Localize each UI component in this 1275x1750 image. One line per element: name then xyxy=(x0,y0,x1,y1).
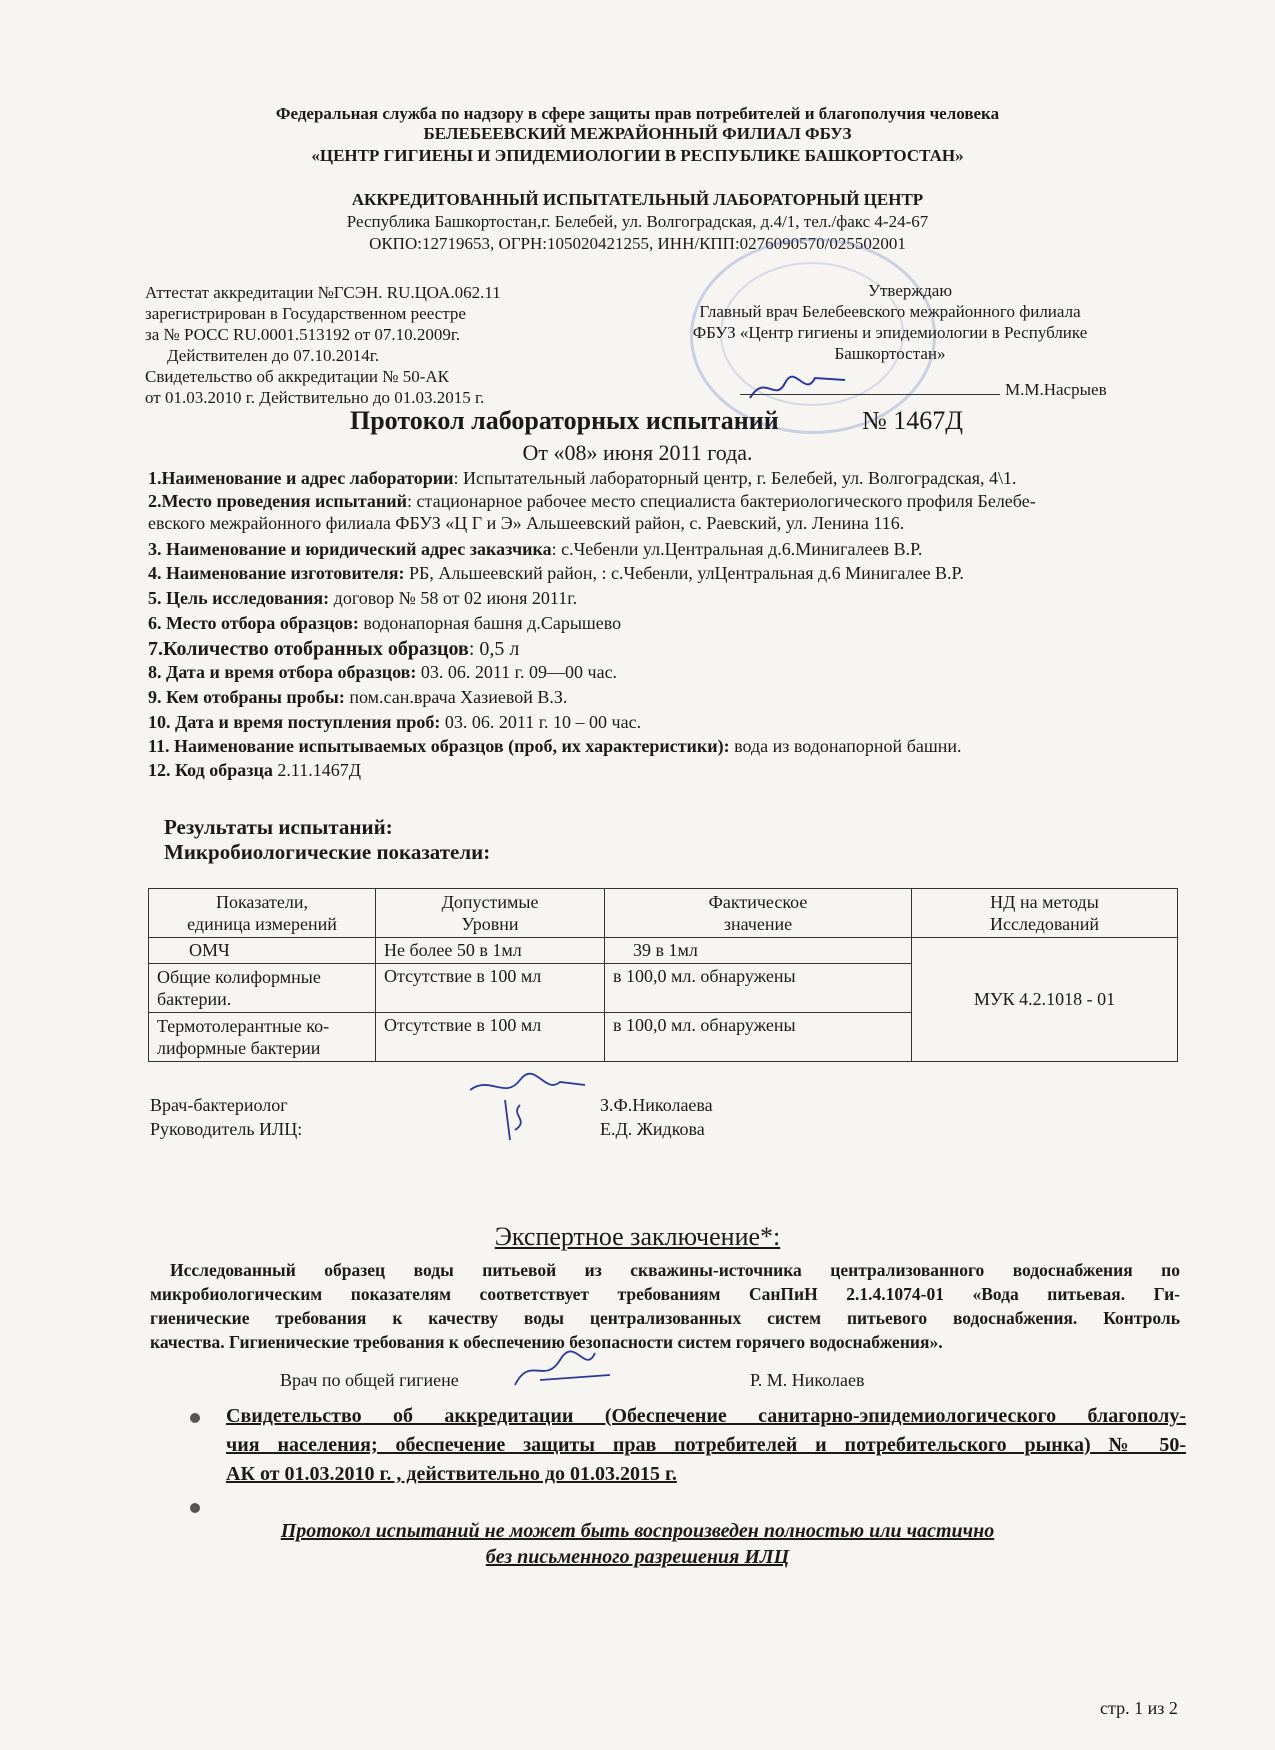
certificate-text xyxy=(226,1402,1186,1489)
conclusion-line: гиенические требования к качеству воды централизованных систем питьевого водоснабжения. Контроль xyxy=(150,1308,1180,1328)
field-row xyxy=(148,588,577,609)
bullet-icon xyxy=(190,1503,200,1513)
header-line: значение xyxy=(723,914,793,934)
field-value: договор № 58 от 02 июня 2011г. xyxy=(329,588,578,608)
approval-line: Главный врач Белебеевского межрайонного филиала xyxy=(699,302,1081,321)
field-row xyxy=(148,539,922,560)
lab-address: Республика Башкортостан,г. Белебей, ул. Волгоградская, д.4/1, тел./факс 4-24-67 xyxy=(346,212,929,231)
column-header xyxy=(605,889,912,938)
header-line: Допустимые xyxy=(441,892,539,912)
role-head: Руководитель ИЛЦ: xyxy=(150,1119,303,1139)
agency-name: Федеральная служба по надзору в сфере защиты прав потребителей и благополучия человека xyxy=(275,104,1000,123)
microbiology-heading: Микробиологические показатели: xyxy=(164,840,491,864)
header-line: Уровни xyxy=(461,914,519,934)
header-line: единица измерений xyxy=(187,914,337,934)
field-value: вода из водонапорной башни. xyxy=(729,736,962,756)
name-head: Е.Д. Жидкова xyxy=(600,1119,705,1139)
certificate-line: АК от 01.03.2010 г. , действительно до 01.03.2015 г. xyxy=(226,1463,677,1485)
accreditation-line: Аттестат аккредитации №ГСЭН. RU.ЦОА.062.11 xyxy=(145,283,501,302)
field-label: 3. Наименование и юридический адрес заказчика xyxy=(148,539,552,559)
protocol-title-text: Протокол лабораторных испытаний xyxy=(350,406,779,435)
field-row xyxy=(148,687,567,708)
protocol-date: От «08» июня 2011 года. xyxy=(522,440,753,465)
header-line: Исследований xyxy=(989,914,1100,934)
row-allowed: Отсутствие в 100 мл xyxy=(376,1013,605,1062)
lab-names xyxy=(600,1093,713,1141)
header-line: НД на методы xyxy=(990,892,1099,912)
approval-block xyxy=(660,280,1120,364)
accreditation-line: от 01.03.2010 г. Действительно до 01.03.2015 г. xyxy=(145,388,485,407)
row-indicator: Общие колиформные бактерии. xyxy=(149,964,376,1013)
row-allowed: Отсутствие в 100 мл xyxy=(376,964,605,1013)
director-signature xyxy=(745,368,855,408)
row-actual: 39 в 1мл xyxy=(605,938,912,964)
header-line: Фактическое xyxy=(708,892,808,912)
page-number: стр. 1 из 2 xyxy=(1100,1698,1178,1718)
field-value: 03. 06. 2011 г. 10 – 00 час. xyxy=(440,712,642,732)
field-value: евского межрайонного филиала ФБУЗ «Ц Г и Э» Альшеевский район, с. Раевский, ул. Ленина 116. xyxy=(148,513,905,533)
table-header-row xyxy=(149,889,1178,938)
approval-line: ФБУЗ «Центр гигиены и эпидемиологии в Республике xyxy=(692,323,1088,342)
lab-roles xyxy=(150,1093,302,1141)
field-label: 1.Наименование и адрес лаборатории xyxy=(148,468,454,488)
lab-codes: ОКПО:12719653, ОГРН:105020421255, ИНН/КПП:0276090570/025502001 xyxy=(369,234,906,253)
field-label: 4. Наименование изготовителя: xyxy=(148,563,405,583)
field-value: водонапорная башня д.Сарышево xyxy=(358,613,622,633)
notice-line: Протокол испытаний не может быть воспроизведен полностью или частично xyxy=(280,1520,995,1542)
accreditation-block xyxy=(145,282,501,408)
table-row xyxy=(149,938,1178,964)
role-bacteriologist: Врач-бактериолог xyxy=(150,1095,288,1115)
hygiene-doctor-signature xyxy=(510,1345,620,1395)
results-heading: Результаты испытаний: xyxy=(164,815,393,839)
row-indicator: ОМЧ xyxy=(149,938,376,964)
column-header xyxy=(376,889,605,938)
column-header xyxy=(912,889,1178,938)
field-row xyxy=(148,736,961,757)
column-header xyxy=(149,889,376,938)
approval-line: Башкортостан» xyxy=(834,344,946,363)
field-label: 6. Место отбора образцов: xyxy=(148,613,359,633)
conclusion-line: Исследованный образец воды питьевой из скважины-источника централизованного водоснабжения по xyxy=(170,1260,1180,1280)
field-label: 7.Количество отобранных образцов xyxy=(148,638,469,660)
protocol-title xyxy=(350,406,779,436)
certificate-line: Свидетельство об аккредитации (Обеспечение санитарно-эпидемиологического благополу- xyxy=(226,1405,1186,1427)
accreditation-line: зарегистрирован в Государственном реестре xyxy=(145,304,466,323)
conclusion-text xyxy=(150,1258,1180,1354)
conclusion-title-text: Экспертное заключение*: xyxy=(494,1222,781,1251)
name-bacteriologist: З.Ф.Николаева xyxy=(600,1095,713,1115)
method-cell: МУК 4.2.1018 - 01 xyxy=(912,938,1178,1062)
field-label: 5. Цель исследования: xyxy=(148,588,330,608)
branch-name: БЕЛЕБЕЕВСКИЙ МЕЖРАЙОННЫЙ ФИЛИАЛ ФБУЗ xyxy=(423,124,852,143)
row-allowed: Не более 50 в 1мл xyxy=(376,938,605,964)
row-indicator: Термотолерантные ко-лиформные бактерии xyxy=(149,1013,376,1062)
field-label: 10. Дата и время поступления проб: xyxy=(148,712,441,732)
field-row xyxy=(148,491,1036,512)
field-value: : с.Чебенли ул.Центральная д.6.Минигалеев В.Р. xyxy=(551,539,923,559)
field-value: : 0,5 л xyxy=(468,638,520,660)
row-actual: в 100,0 мл. обнаружены xyxy=(605,1013,912,1062)
center-name: «ЦЕНТР ГИГИЕНЫ И ЭПИДЕМИОЛОГИИ В РЕСПУБЛИКЕ БАШКОРТОСТАН» xyxy=(311,146,964,165)
field-label: 8. Дата и время отбора образцов: xyxy=(148,662,417,682)
accreditation-line: за № РОСС RU.0001.513192 от 07.10.2009г. xyxy=(145,325,461,344)
field-row xyxy=(148,513,904,534)
approval-line: Утверждаю xyxy=(867,281,953,300)
bullet-icon xyxy=(190,1413,200,1423)
director-name: М.М.Насрыев xyxy=(1005,380,1107,399)
field-value: 03. 06. 2011 г. 09—00 час. xyxy=(416,662,618,682)
hygiene-doctor-name: Р. М. Николаев xyxy=(750,1370,865,1390)
results-table xyxy=(148,888,1178,1062)
header-line: Показатели, xyxy=(215,892,309,912)
field-row xyxy=(148,613,621,634)
field-label: 12. Код образца xyxy=(148,760,273,780)
accreditation-line: Действителен до 07.10.2014г. xyxy=(167,346,380,365)
conclusion-title xyxy=(0,1222,1275,1252)
notice-line: без письменного разрешения ИЛЦ xyxy=(485,1546,790,1568)
accreditation-line: Свидетельство об аккредитации № 50-АК xyxy=(145,367,450,386)
field-value: : Испытательный лабораторный центр, г. Белебей, ул. Волгоградская, 4\1. xyxy=(453,468,1017,488)
conclusion-line: микробиологическим показателям соответствует требованиям СанПиН 2.1.4.1074-01 «Вода питьевая. Ги- xyxy=(150,1284,1180,1304)
field-row xyxy=(148,712,641,733)
certificate-line: чия населения; обеспечение защиты прав потребителей и потребительского рынка) № 50- xyxy=(226,1434,1186,1456)
field-row xyxy=(148,662,617,683)
row-actual: в 100,0 мл. обнаружены xyxy=(605,964,912,1013)
field-value: пом.сан.врача Хазиевой В.З. xyxy=(344,687,568,707)
conclusion-line: качества. Гигиенические требования к обеспечению безопасности систем горячего водоснабжения». xyxy=(150,1332,943,1352)
lab-name: АККРЕДИТОВАННЫЙ ИСПЫТАТЕЛЬНЫЙ ЛАБОРАТОРНЫЙ ЦЕНТР xyxy=(351,190,924,209)
field-value: РБ, Альшеевский район, : с.Чебенли, улЦентральная д.6 Минигалее В.Р. xyxy=(404,563,964,583)
field-value: 2.11.1467Д xyxy=(272,760,361,780)
field-label: 2.Место проведения испытаний xyxy=(148,491,407,511)
reproduction-notice xyxy=(0,1518,1275,1570)
bacteriologist-signature xyxy=(465,1070,595,1150)
field-value: : стационарное рабочее место специалиста бактериологического профиля Белебе- xyxy=(407,491,1036,511)
hygiene-doctor-role: Врач по общей гигиене xyxy=(280,1370,459,1390)
protocol-number: № 1467Д xyxy=(862,406,964,435)
field-row xyxy=(148,563,964,584)
field-label: 9. Кем отобраны пробы: xyxy=(148,687,345,707)
field-row xyxy=(148,760,361,781)
field-row xyxy=(148,638,519,661)
field-row xyxy=(148,468,1017,489)
field-label: 11. Наименование испытываемых образцов (проб, их характеристики): xyxy=(148,736,730,756)
